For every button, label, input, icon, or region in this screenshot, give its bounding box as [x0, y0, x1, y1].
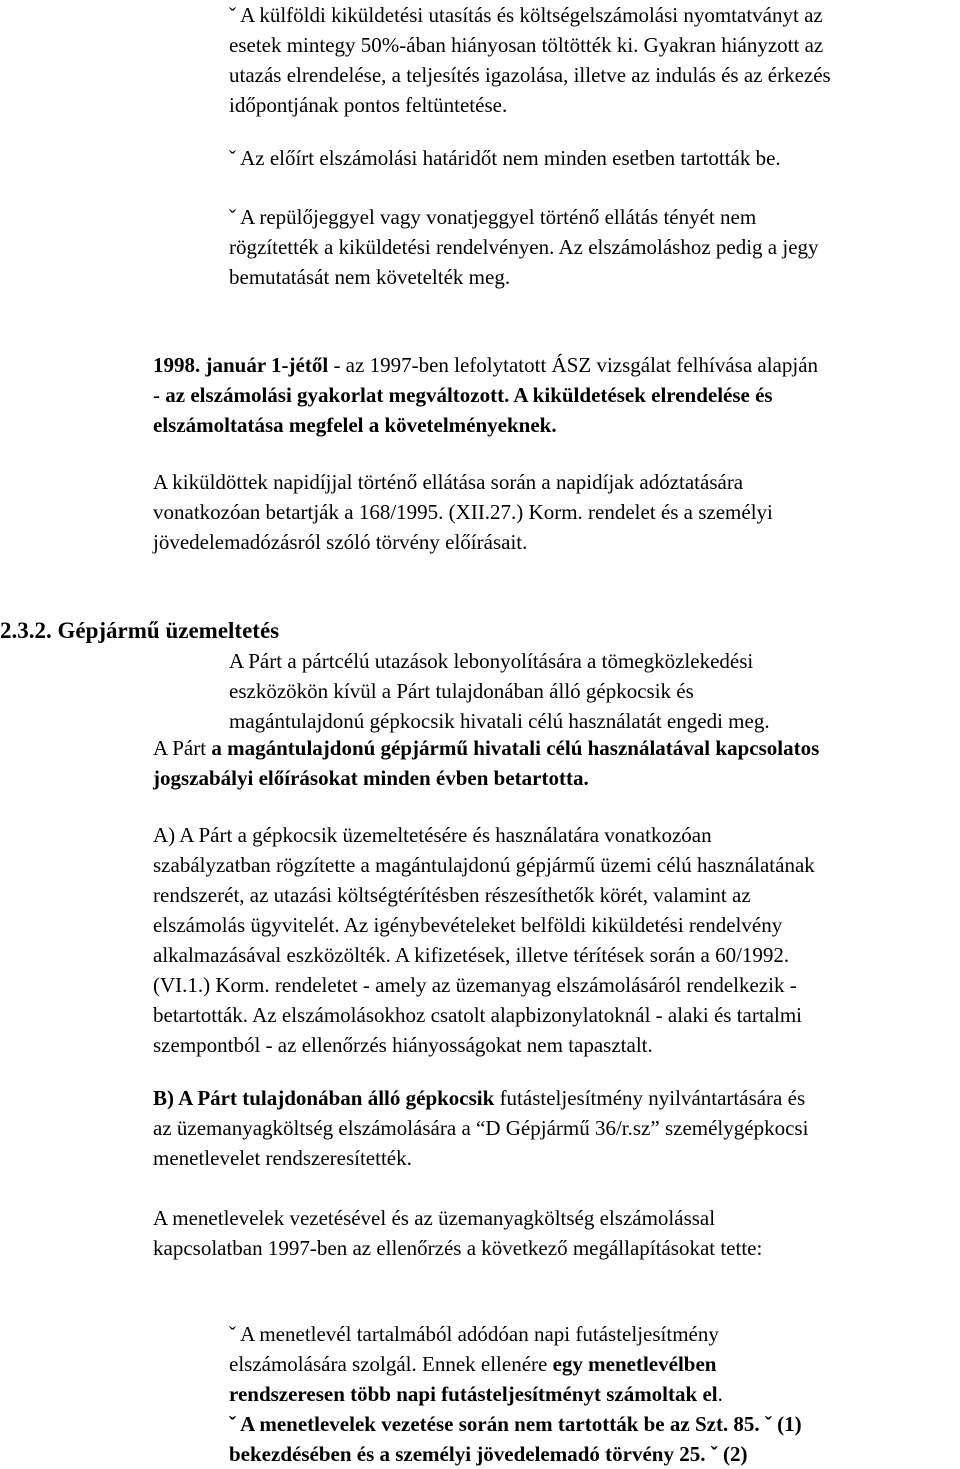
paragraph-menetlevel — [153, 1203, 762, 1263]
text-line: (VI.1.) Korm. rendeletet - amely az üzemanyag elszámolásáról rendelkezik - — [153, 973, 797, 997]
text-line: eszközökön kívül a Párt tulajdonában álló gépkocsik és — [229, 679, 694, 703]
text-run: A Párt — [153, 736, 212, 760]
text-line: A) A Párt a gépkocsik üzemeltetésére és használatára vonatkozóan — [153, 823, 712, 847]
section-intro — [229, 646, 770, 736]
text-run: . — [717, 1382, 723, 1406]
list2-item1 — [229, 1319, 723, 1409]
text-line: A menetlevelek vezetésével és az üzemanyagköltség elszámolással — [153, 1206, 716, 1230]
list1-item1 — [229, 0, 831, 120]
paragraph-napidij — [153, 467, 773, 557]
text-line: bemutatását nem követelték meg. — [229, 265, 511, 289]
text-run: elszámolására szolgál. Ennek ellenére — [229, 1352, 553, 1376]
list2-item2 — [229, 1409, 802, 1469]
text-line — [153, 733, 819, 763]
paragraph-1998 — [153, 350, 818, 440]
text-line: utazás elrendelése, a teljesítés igazolása, illetve az indulás és az érkezés — [229, 63, 831, 87]
list1-item2 — [229, 143, 781, 173]
emphasis: egy menetlevélben — [552, 1352, 717, 1376]
text-line: ˇ A menetlevél tartalmából adódóan napi futásteljesítmény — [229, 1322, 719, 1346]
paragraph-a — [153, 820, 815, 1060]
text-line: bekezdésében és a személyi jövedelemadó törvény 25. ˇ (2) — [229, 1442, 748, 1466]
text-line: A Párt a pártcélú utazások lebonyolítására a tömegközlekedési — [229, 649, 754, 673]
text-line: A kiküldöttek napidíjjal történő ellátása során a napidíjak adóztatására — [153, 470, 744, 494]
text-line — [229, 1379, 723, 1409]
text-line — [153, 380, 818, 410]
text-line: elszámoltatása megfelel a követelményeknek. — [153, 413, 557, 437]
text-line: esetek mintegy 50%-ában hiányosan töltötték ki. Gyakran hiányzott az — [229, 33, 824, 57]
emphasis: B) A Párt tulajdonában álló gépkocsik — [153, 1086, 495, 1110]
text-run: - az 1997-ben lefolytatott ÁSZ vizsgálat felhívása alapján — [328, 353, 819, 377]
text-line: jogszabályi előírásokat minden évben betartotta. — [153, 766, 589, 790]
text-line: ˇ A repülőjeggyel vagy vonatjeggyel történő ellátás tényét nem — [229, 205, 757, 229]
text-line: alkalmazásával eszközölték. A kifizetések, illetve térítések során a 60/1992. — [153, 943, 790, 967]
text-line: magántulajdonú gépkocsik hivatali célú használatát engedi meg. — [229, 709, 770, 733]
emphasis: a magántulajdonú gépjármű hivatali célú használatával kapcsolatos — [211, 736, 820, 760]
paragraph-b — [153, 1083, 808, 1173]
text-line: szempontból - az ellenőrzés hiányosságokat nem tapasztalt. — [153, 1033, 653, 1057]
text-line — [153, 1083, 808, 1113]
text-line: vonatkozóan betartják a 168/1995. (XII.27.) Korm. rendelet és a személyi — [153, 500, 773, 524]
text-line — [153, 350, 818, 380]
text-line: menetlevelet rendszeresítették. — [153, 1146, 412, 1170]
text-line — [229, 1349, 723, 1379]
emphasis: az elszámolási gyakorlat megváltozott. A kiküldetések elrendelése és — [165, 383, 773, 407]
list1-item3 — [229, 202, 819, 292]
text-line: ˇ A menetlevelek vezetése során nem tartották be az Szt. 85. ˇ (1) — [229, 1412, 802, 1436]
emphasis: 1998. január 1-jétől — [153, 353, 329, 377]
text-line: ˇ Az előírt elszámolási határidőt nem minden esetben tartották be. — [229, 146, 781, 170]
text-line: időpontjának pontos feltüntetése. — [229, 93, 508, 117]
emphasis: rendszeresen több napi futásteljesítményt számoltak el — [229, 1382, 718, 1406]
text-line: az üzemanyagköltség elszámolására a “D Gépjármű 36/r.sz” személygépkocsi — [153, 1116, 809, 1140]
text-run: futásteljesítmény nyilvántartására és — [494, 1086, 806, 1110]
text-run: - — [153, 383, 166, 407]
text-line: rendszerét, az utazási költségtérítésben részesíthetők körét, valamint az — [153, 883, 751, 907]
text-line: kapcsolatban 1997-ben az ellenőrzés a következő megállapításokat tette: — [153, 1236, 763, 1260]
text-line: elszámolás ügyvitelét. Az igénybevételeket belföldi kiküldetési rendelvény — [153, 913, 783, 937]
section-statement — [153, 733, 819, 793]
text-line: rögzítették a kiküldetési rendelvényen. Az elszámoláshoz pedig a jegy — [229, 235, 819, 259]
text-line: jövedelemadózásról szóló törvény előírásait. — [153, 530, 528, 554]
section-heading: 2.3.2. Gépjármű üzemeltetés — [0, 618, 280, 643]
text-line: szabályzatban rögzítette a magántulajdonú gépjármű üzemi célú használatának — [153, 853, 815, 877]
text-line: betartották. Az elszámolásokhoz csatolt alapbizonylatoknál - alaki és tartalmi — [153, 1003, 803, 1027]
text-line: ˇ A külföldi kiküldetési utasítás és költségelszámolási nyomtatványt az — [229, 3, 823, 27]
